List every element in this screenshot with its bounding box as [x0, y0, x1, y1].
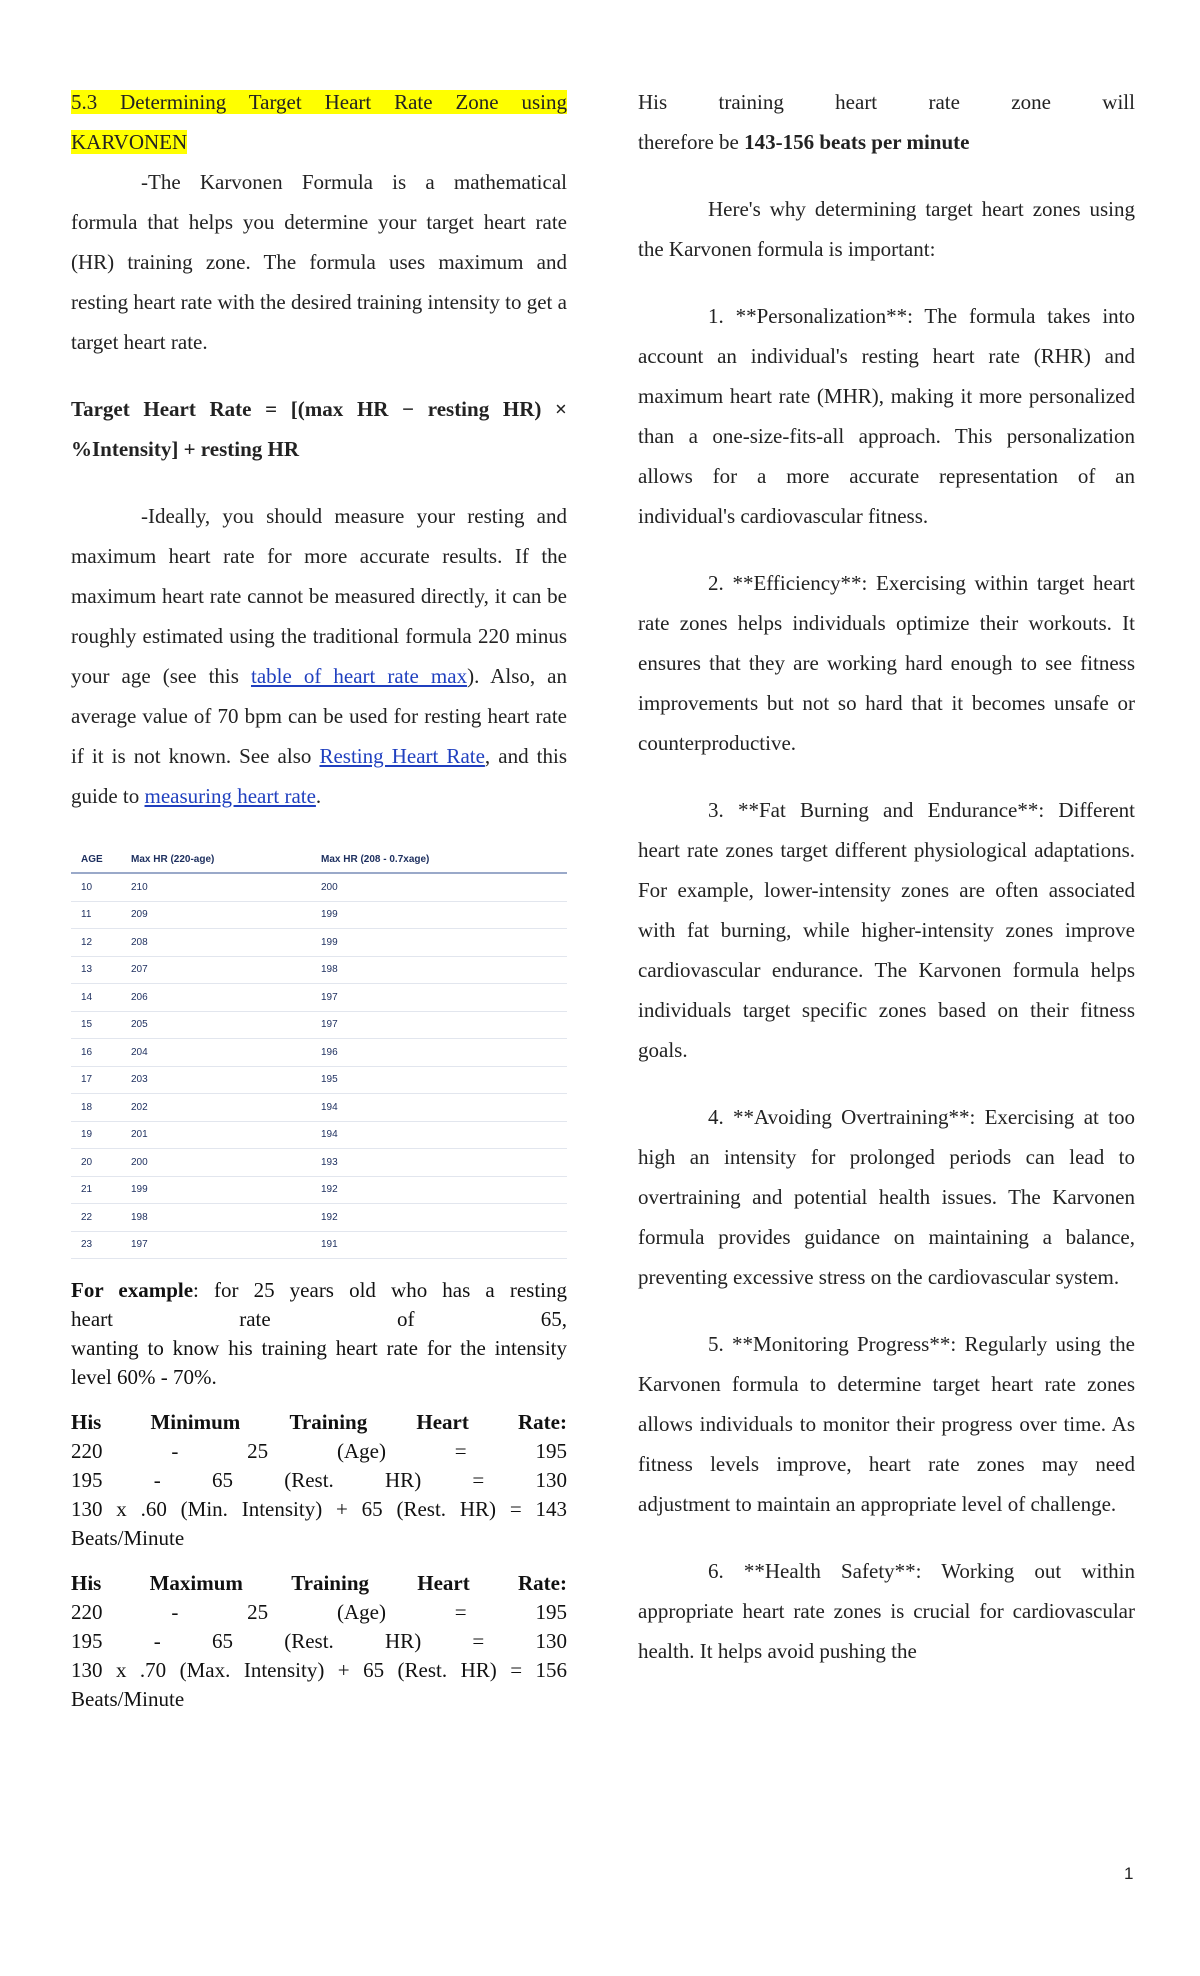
example-line3: wanting to know his training heart rate for the intensity level 60% - 70%.	[71, 1336, 567, 1389]
section-heading-line2: KARVONEN	[71, 130, 188, 154]
word: 25	[247, 1439, 269, 1463]
cell-max-hr-220: 200	[131, 1156, 148, 1168]
cell-max-hr-220: 208	[131, 936, 148, 948]
word: =	[454, 1600, 467, 1624]
karvonen-formula: Target Heart Rate = [(max HR − resting HR) × %Intensity] + resting HR	[71, 397, 567, 461]
word: 195	[535, 1600, 567, 1624]
ideal-paragraph	[71, 496, 567, 816]
word: HR)	[385, 1629, 422, 1653]
word: rate	[928, 90, 960, 114]
zone-line1	[638, 82, 1135, 122]
spacer	[71, 1228, 567, 1276]
word: (Rest.	[284, 1468, 334, 1492]
cell-age: 12	[81, 936, 93, 948]
max-rate-heading	[71, 1569, 567, 1598]
cell-max-hr-220: 197	[131, 1239, 148, 1251]
word: 65	[211, 1468, 233, 1492]
cell-age: 10	[81, 881, 93, 893]
spacer	[638, 1297, 1135, 1324]
table-row	[71, 984, 567, 1012]
cell-max-hr-220: 199	[131, 1184, 148, 1196]
cell-max-hr-220: 201	[131, 1129, 148, 1141]
word: rate	[239, 1307, 271, 1331]
table-row	[71, 929, 567, 957]
cell-max-hr-208: 194	[321, 1129, 338, 1141]
word: 195	[71, 1468, 103, 1492]
example-text: : for 25 years old who has a resting	[193, 1278, 567, 1302]
cell-max-hr-220: 198	[131, 1211, 148, 1223]
section-heading	[71, 82, 567, 122]
spacer	[638, 1070, 1135, 1097]
ideal-text-a: -Ideally, you should measure your resting and maximum heart rate for more accurate results. If the maximum heart rate cannot be measured directly, it can be roughly estimated using the traditional formula 220 minus your age (see this	[71, 504, 567, 688]
cell-age: 11	[81, 909, 92, 921]
word: heart	[71, 1307, 113, 1331]
example-line1	[71, 1276, 567, 1305]
word: His	[71, 1571, 102, 1595]
max-calc-line4: Beats/Minute	[71, 1687, 185, 1711]
word: =	[454, 1439, 467, 1463]
table-row	[71, 957, 567, 985]
cell-max-hr-208: 200	[321, 881, 338, 893]
word: -	[171, 1439, 179, 1463]
word: -	[153, 1468, 161, 1492]
ideal-text-b: ). Also, an average value of 70 bpm can be used for resting heart rate if it is not known. See also	[71, 664, 567, 768]
example-line2	[71, 1305, 567, 1334]
spacer	[71, 1553, 567, 1569]
word: training	[718, 90, 784, 114]
header-age: AGE	[81, 853, 103, 865]
link-measuring-heart-rate[interactable]: measuring heart rate	[144, 784, 316, 808]
cell-max-hr-208: 193	[321, 1156, 338, 1168]
cell-max-hr-220: 204	[131, 1046, 148, 1058]
table-row	[71, 1122, 567, 1150]
word: will	[1102, 90, 1135, 114]
spacer	[638, 763, 1135, 790]
spacer	[638, 162, 1135, 189]
word: 130	[535, 1468, 567, 1492]
word: 65,	[540, 1307, 567, 1331]
cell-age: 22	[81, 1211, 93, 1223]
cell-max-hr-220: 206	[131, 991, 148, 1003]
cell-age: 14	[81, 991, 93, 1003]
page-number: 1	[1124, 1864, 1134, 1883]
left-column	[71, 82, 567, 1714]
section-heading-line1: 5.3 Determining Target Heart Rate Zone using	[71, 90, 567, 114]
spacer	[638, 1524, 1135, 1551]
word: (Age)	[336, 1600, 386, 1624]
table-row	[71, 1094, 567, 1122]
word: 195	[71, 1629, 103, 1653]
point-overtraining: 4. **Avoiding Overtraining**: Exercising at too high an intensity for prolonged periods can lead to overtraining and potential health issues. The Karvonen formula provides guidance on maintaining a balance, preventing excessive stress on the cardiovascular system.	[638, 1105, 1135, 1289]
word: 130	[535, 1629, 567, 1653]
min-calc-line4: Beats/Minute	[71, 1526, 185, 1550]
word: zone	[1011, 90, 1051, 114]
word: Rate:	[518, 1571, 567, 1595]
word: Training	[289, 1410, 368, 1434]
cell-age: 19	[81, 1129, 93, 1141]
min-rate-heading	[71, 1408, 567, 1437]
spacer	[71, 1392, 567, 1408]
ideal-text-c: , and this guide to	[71, 744, 567, 808]
word: =	[472, 1468, 485, 1492]
cell-age: 17	[81, 1074, 93, 1086]
cell-max-hr-208: 197	[321, 991, 338, 1003]
word: heart	[835, 90, 878, 114]
word: -	[171, 1600, 179, 1624]
spacer	[71, 469, 567, 496]
cell-max-hr-208: 195	[321, 1074, 338, 1086]
cell-max-hr-208: 199	[321, 936, 338, 948]
cell-max-hr-220: 205	[131, 1019, 148, 1031]
spacer	[638, 536, 1135, 563]
table-row	[71, 1149, 567, 1177]
spacer	[638, 269, 1135, 296]
cell-max-hr-208: 196	[321, 1046, 338, 1058]
spacer	[71, 362, 567, 389]
intro-paragraph: -The Karvonen Formula is a mathematical formula that helps you determine your target heart rate (HR) training zone. The formula uses maximum and resting heart rate with the desired training intensity to get a target heart rate.	[71, 170, 567, 354]
cell-max-hr-220: 203	[131, 1074, 148, 1086]
table-row	[71, 902, 567, 930]
max-calc-line3: 130 x .70 (Max. Intensity) + 65 (Rest. HR) = 156	[71, 1658, 567, 1682]
cell-max-hr-220: 209	[131, 909, 148, 921]
word: Training	[291, 1571, 369, 1595]
word: His	[71, 1410, 102, 1434]
link-table-of-heart-rate-max[interactable]: table of heart rate max	[250, 664, 468, 688]
cell-age: 20	[81, 1156, 93, 1168]
word: of	[396, 1307, 415, 1331]
table-row	[71, 874, 567, 902]
header-max-hr-220: Max HR (220-age)	[131, 853, 215, 865]
min-calc-line2	[71, 1466, 567, 1495]
cell-age: 13	[81, 964, 93, 976]
word: 65	[211, 1629, 233, 1653]
zone-line2	[638, 122, 1135, 162]
cell-max-hr-208: 199	[321, 909, 338, 921]
table-row	[71, 1012, 567, 1040]
point-monitoring: 5. **Monitoring Progress**: Regularly using the Karvonen formula to determine target heart rate zones allows individuals to monitor their progress over time. As fitness levels improve, heart rate zones may need adjustment to maintain an appropriate level of challenge.	[638, 1332, 1135, 1516]
word: =	[472, 1629, 485, 1653]
cell-max-hr-208: 198	[321, 964, 338, 976]
link-resting-heart-rate[interactable]: Resting Heart Rate	[319, 744, 485, 768]
max-calc-line1	[71, 1598, 567, 1627]
table-header	[71, 846, 567, 874]
table-body	[71, 874, 567, 1259]
zone-text: therefore be	[638, 130, 745, 154]
why-paragraph: Here's why determining target heart zones using the Karvonen formula is important:	[638, 197, 1135, 261]
point-efficiency: 2. **Efficiency**: Exercising within target heart rate zones helps individuals optimize their workouts. It ensures that they are working hard enough to see fitness improvements but not so hard that it becomes unsafe or counterproductive.	[638, 571, 1135, 755]
word: Heart	[416, 1410, 469, 1434]
word: 25	[247, 1600, 269, 1624]
example-label: For example	[71, 1278, 194, 1302]
cell-max-hr-220: 207	[131, 964, 148, 976]
word: Heart	[417, 1571, 470, 1595]
zone-result: 143-156 beats per minute	[744, 130, 970, 154]
header-max-hr-208: Max HR (208 - 0.7xage)	[321, 853, 430, 865]
cell-max-hr-208: 197	[321, 1019, 338, 1031]
cell-age: 15	[81, 1019, 93, 1031]
word: (Rest.	[284, 1629, 334, 1653]
word: Maximum	[149, 1571, 243, 1595]
table-row	[71, 1177, 567, 1205]
word: 220	[71, 1439, 103, 1463]
cell-age: 23	[81, 1239, 93, 1251]
table-row	[71, 1067, 567, 1095]
min-calc-line1	[71, 1437, 567, 1466]
section-heading-cont	[71, 122, 567, 162]
point-fat-burning: 3. **Fat Burning and Endurance**: Different heart rate zones target different physiological adaptations. For example, lower-intensity zones are often associated with fat burning, while higher-intensity zones improve cardiovascular endurance. The Karvonen formula helps individuals target specific zones based on their fitness goals.	[638, 798, 1135, 1062]
cell-max-hr-220: 210	[131, 881, 148, 893]
table-row	[71, 1039, 567, 1067]
word: 220	[71, 1600, 103, 1624]
word: Rate:	[517, 1410, 567, 1434]
min-calc-line3: 130 x .60 (Min. Intensity) + 65 (Rest. HR) = 143	[71, 1497, 567, 1521]
cell-age: 16	[81, 1046, 93, 1058]
cell-max-hr-208: 192	[321, 1211, 338, 1223]
max-hr-table	[71, 846, 567, 1251]
point-personalization: 1. **Personalization**: The formula takes into account an individual's resting heart rate (RHR) and maximum heart rate (MHR), making it more personalized than a one-size-fits-all approach. This personalization allows for a more accurate representation of an individual's cardiovascular fitness.	[638, 304, 1135, 528]
right-column	[638, 82, 1135, 1671]
ideal-text-d: .	[315, 784, 322, 808]
cell-age: 21	[81, 1184, 93, 1196]
point-health-safety: 6. **Health Safety**: Working out within appropriate heart rate zones is crucial for cardiovascular health. It helps avoid pushing the	[638, 1559, 1135, 1663]
word: HR)	[385, 1468, 422, 1492]
cell-max-hr-220: 202	[131, 1101, 148, 1113]
cell-age: 18	[81, 1101, 93, 1113]
word: 195	[535, 1439, 567, 1463]
max-calc-line2	[71, 1627, 567, 1656]
cell-max-hr-208: 192	[321, 1184, 338, 1196]
word: His	[638, 90, 668, 114]
word: -	[153, 1629, 161, 1653]
word: (Age)	[336, 1439, 386, 1463]
cell-max-hr-208: 191	[321, 1239, 338, 1251]
cell-max-hr-208: 194	[321, 1101, 338, 1113]
word: Minimum	[150, 1410, 241, 1434]
